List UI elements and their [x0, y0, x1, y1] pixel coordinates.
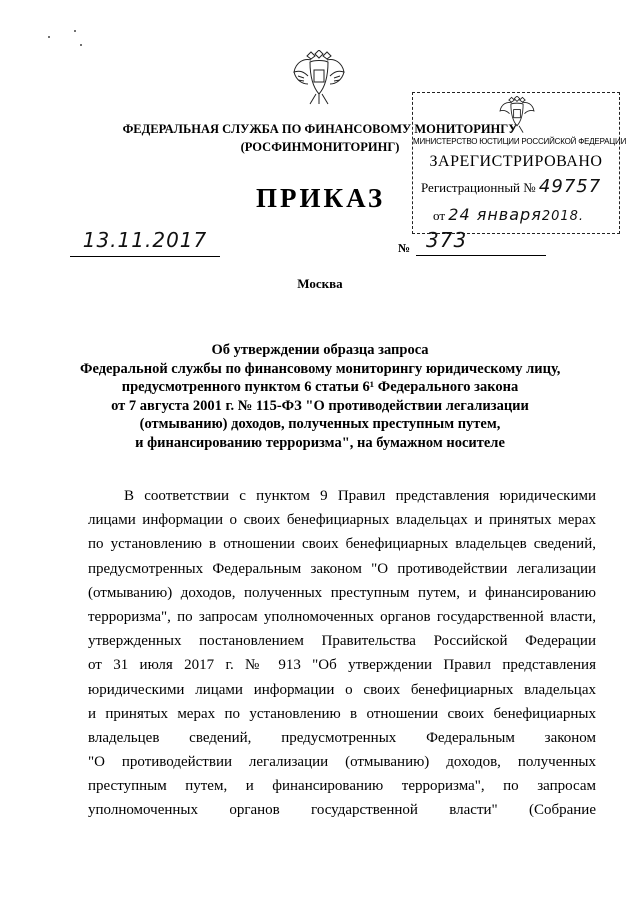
order-number: 373 [416, 228, 546, 256]
stamp-date-handwritten: 24 января [448, 205, 542, 224]
order-number-label: № [398, 241, 411, 255]
title-line: и финансированию терроризма", на бумажном носителе [135, 434, 505, 451]
stamp-reg-number: 49757 [538, 176, 602, 197]
body-line: (отмыванию) доходов, полученных преступным путем, и финансированию [88, 584, 596, 601]
body-line: по установлению в отношении своих бенефициарных владельцев сведений, [88, 536, 596, 553]
document-type: ПРИКАЗ [256, 183, 386, 213]
body-line: преступным путем, и финансированию терроризма", по запросам [88, 778, 596, 795]
registration-stamp [412, 92, 627, 234]
city: Москва [297, 276, 343, 291]
title-line: предусмотренного пунктом 6 статьи 6¹ Федерального закона [121, 379, 519, 395]
stamp-registration-number [421, 176, 601, 197]
stamp-registered: ЗАРЕГИСТРИРОВАНО [429, 153, 603, 170]
body-line: уполномоченных органов государственной власти" (Собрание [88, 802, 596, 819]
coat-of-arms-icon [290, 50, 348, 106]
scan-speck [48, 36, 50, 38]
body-line: В соответствии с пунктом 9 Правил представления юридическими [124, 488, 596, 504]
title-line: (отмыванию) доходов, полученных преступным путем, [139, 416, 501, 432]
scan-speck [74, 30, 76, 32]
document-body [88, 484, 596, 823]
stamp-reg-label: Регистрационный № [421, 180, 536, 195]
body-line: предусмотренных Федеральным законом "О противодействии легализации [88, 560, 596, 577]
body-line: владельцев сведений, предусмотренных Федеральным законом [88, 729, 596, 746]
body-line: "О противодействии легализации (отмыванию) доходов, полученных [88, 754, 596, 771]
body-line: юридическими лицами информации о своих бенефициарных владельцах [88, 681, 596, 698]
document-title [80, 341, 560, 452]
body-line: от 31 июля 2017 г. № 913 "Об утверждении Правил представления [88, 657, 596, 674]
agency-abbreviation: (РОСФИНМОНИТОРИНГ) [240, 140, 400, 154]
title-line: Федеральной службы по финансовому мониторингу юридическому лицу, [80, 360, 561, 377]
body-line: и принятых мерах по установлению в отношении своих бенефициарных [88, 705, 596, 722]
stamp-date-label: от [433, 208, 446, 223]
stamp-year: 2018. [541, 209, 585, 224]
stamp-ministry: МИНИСТЕРСТВО ЮСТИЦИИ РОССИЙСКОЙ ФЕДЕРАЦИИ [413, 137, 627, 146]
body-line: утвержденных постановлением Правительства Российской Федерации [88, 633, 596, 650]
body-line: лицами информации о своих бенефициарных владельцах и принятых мерах [88, 512, 596, 529]
order-date: 13.11.2017 [70, 228, 220, 257]
body-line: терроризма", по запросам уполномоченных органов государственной власти, [88, 608, 596, 625]
stamp-coat-of-arms-icon [497, 96, 537, 134]
agency-name-line: ФЕДЕРАЛЬНАЯ СЛУЖБА ПО ФИНАНСОВОМУ МОНИТОРИНГУ [122, 122, 518, 136]
scan-speck [80, 44, 82, 46]
title-line: от 7 августа 2001 г. № 115-ФЗ "О противодействии легализации [111, 397, 529, 414]
stamp-date [433, 205, 584, 224]
title-line: Об утверждении образца запроса [211, 342, 429, 358]
